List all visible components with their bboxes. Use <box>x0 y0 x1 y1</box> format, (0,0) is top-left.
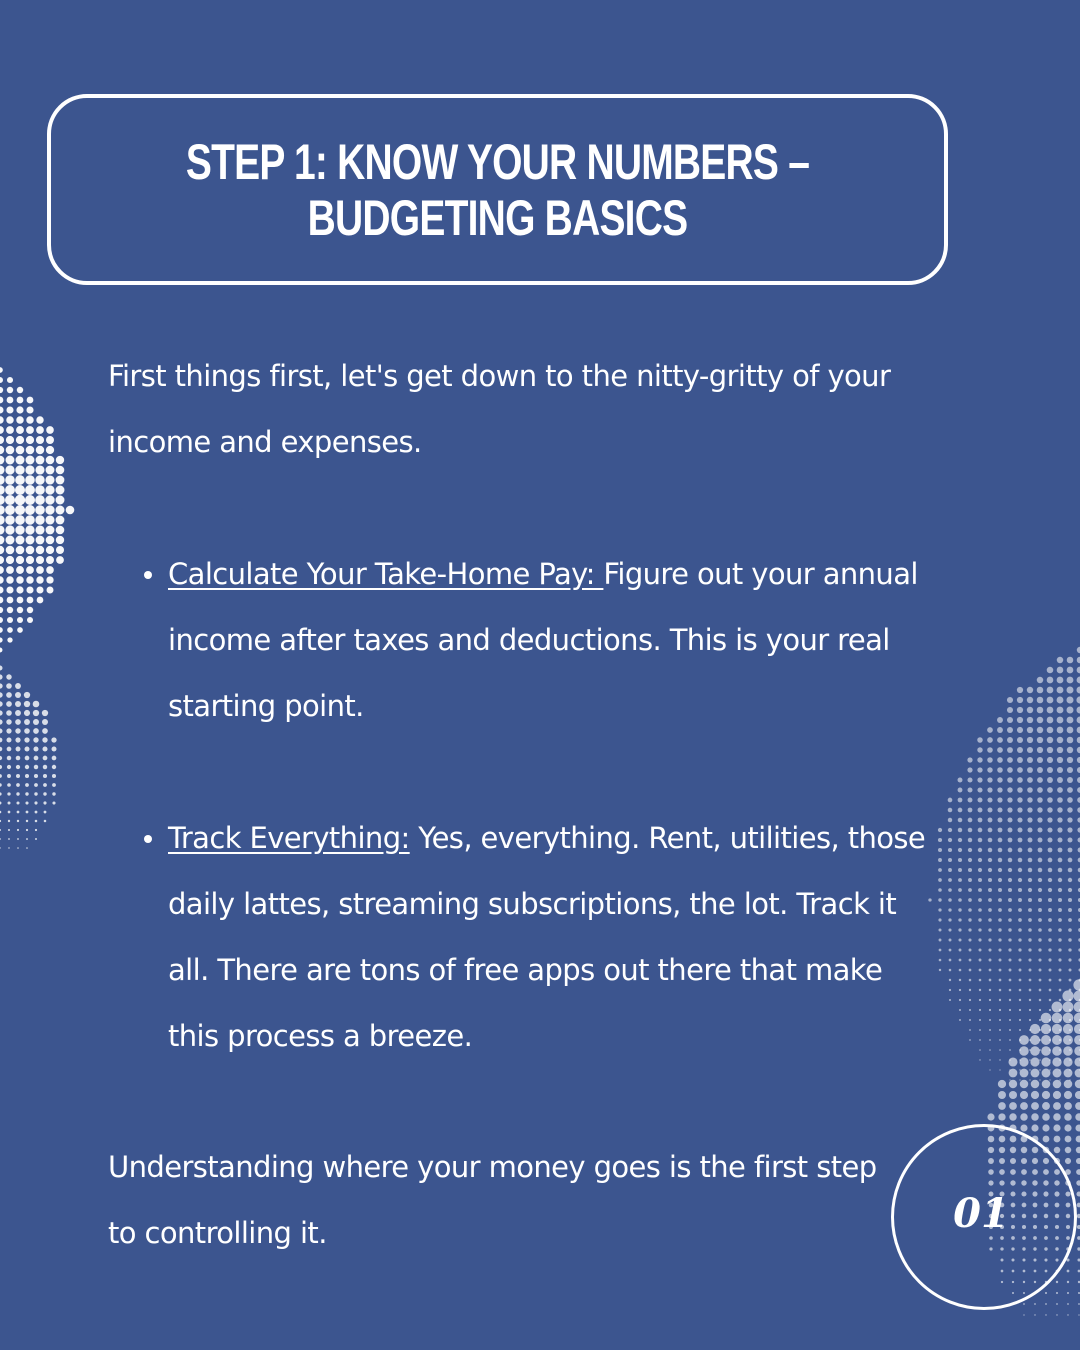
page-number-badge <box>891 1124 1077 1310</box>
bullet-term: Calculate Your Take-Home Pay: <box>168 557 604 591</box>
title-box <box>47 94 948 285</box>
bullet-list-2 <box>168 805 928 1069</box>
page-title: STEP 1: KNOW YOUR NUMBERS – BUDGETING BASICS <box>185 133 810 246</box>
bullet-item-take-home-pay <box>168 541 928 739</box>
bullet-term: Track Everything: <box>168 821 410 855</box>
closing-paragraph: Understanding where your money goes is the first step to controlling it. <box>108 1150 877 1250</box>
bullet-text: Figure out your annual income after taxes and deductions. This is your real starting point. <box>168 557 918 723</box>
bullet-list-1 <box>168 541 928 739</box>
page-number: 01 <box>953 1189 1009 1237</box>
bullet-item-track-everything <box>168 805 928 1069</box>
bullet-text: Yes, everything. Rent, utilities, those daily lattes, streaming subscriptions, the lot. Track it all. There are tons of free apps out there that make this process a breeze. <box>168 821 926 1053</box>
intro-paragraph: First things first, let's get down to the nitty-gritty of your income and expenses. <box>108 359 891 459</box>
